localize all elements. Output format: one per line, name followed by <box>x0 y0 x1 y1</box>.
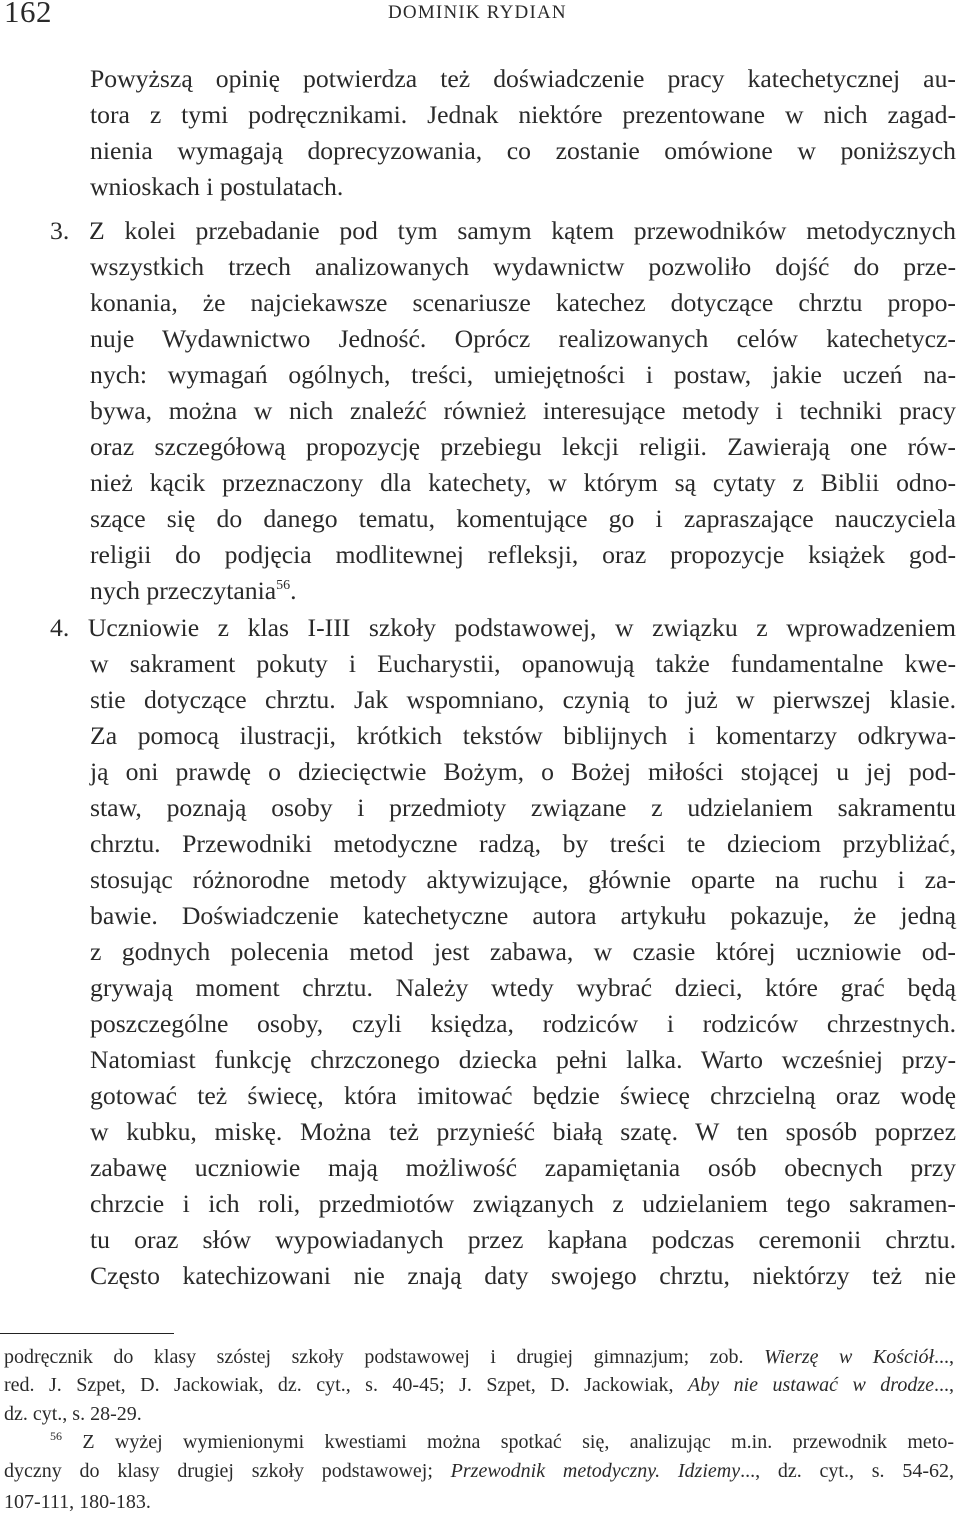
footnote-line <box>4 1343 954 1371</box>
footnote-title: Aby nie ustawać w drodze <box>688 1374 935 1396</box>
text-line: nienia wymagają doprecyzowania, co zostanie omówione w poniższych <box>90 136 956 165</box>
footnote-line <box>4 1371 954 1399</box>
running-head: DOMINIK RYDIAN <box>388 2 567 23</box>
text-line: staw, poznają osoby i przedmioty związane z udzielaniem sakramentu <box>90 793 956 822</box>
text-line: szące się do danego tematu, komentujące go i zapraszające nauczyciela <box>90 504 956 533</box>
text-fragment: nych przeczytania <box>90 576 277 605</box>
text-line: 3. Z kolei przebadanie pod tym samym kątem przewodników metodycznych <box>50 216 956 245</box>
footnote-line <box>4 1457 954 1485</box>
text-line: religii do podjęcia modlitewnej refleksji, oraz propozycje książek god- <box>90 540 956 569</box>
text-line: gotować też świecę, która imitować będzie świecę chrzcielną oraz wodę <box>90 1081 956 1110</box>
page-number: 162 <box>4 0 52 29</box>
footnote-title: Przewodnik metodyczny. Idziemy <box>450 1460 741 1482</box>
text-line: poszczególne osoby, czyli księdza, rodziców i rodziców chrzestnych. <box>90 1009 956 1038</box>
footnote-separator <box>0 1333 174 1334</box>
text-line: tu oraz słów wypowiadanych przez kapłana podczas ceremonii chrztu. <box>90 1225 956 1254</box>
footnote-text: ..., <box>934 1374 955 1396</box>
text-line: Powyższą opinię potwierdza też doświadczenie pracy katechetycznej au- <box>90 64 956 93</box>
footnote-number: 56 <box>50 1429 62 1443</box>
text-line: w kubku, miskę. Można też przynieść białą szatę. W ten sposób poprzez <box>90 1117 956 1146</box>
footnote-text: dyczny do klasy drugiej szkoły podstawowej; <box>4 1460 451 1482</box>
text-line: nuje Wydawnictwo Jedność. Oprócz realizowanych celów katechetycz- <box>90 324 956 353</box>
text-line: z godnych polecenia metod jest zabawa, w czasie której uczniowie od- <box>90 937 956 966</box>
text-line: tora z tymi podręcznikami. Jednak niektóre prezentowane w nich zagad- <box>90 100 956 129</box>
footnote-reference: 56 <box>276 578 291 593</box>
text-fragment: . <box>290 576 297 605</box>
text-line: ją oni prawdę o dziecięctwie Bożym, o Bożej miłości stojącej u jej pod- <box>90 757 956 786</box>
text-line: w sakrament pokuty i Eucharystii, opanowują także fundamentalne kwe- <box>90 649 956 678</box>
text-line: nych: wymagań ogólnych, treści, umiejętności i postaw, jakie uczeń na- <box>90 360 956 389</box>
footnote-text: podręcznik do klasy szóstej szkoły podstawowej i drugiej gimnazjum; zob. <box>4 1346 765 1368</box>
footnote-text: ..., dz. cyt., s. 54-62, <box>740 1460 954 1482</box>
text-line: chrztu. Przewodniki metodyczne radzą, by treści te dzieciom przybliżać, <box>90 829 956 858</box>
text-line: Natomiast funkcję chrzczonego dziecka pełni lalka. Warto wcześniej przy- <box>90 1045 956 1074</box>
text-line: stie dotyczące chrztu. Jak wspomniano, czynią to już w pierwszej klasie. <box>90 685 956 714</box>
footnote-title: Wierzę w Kościół <box>764 1346 935 1368</box>
footnote-line: 107-111, 180-183. <box>4 1491 151 1513</box>
text-line: Często katechizowani nie znają daty swojego chrztu, niektórzy też nie <box>90 1261 956 1290</box>
footnote-56 <box>50 1428 954 1456</box>
text-line: stosując różnorodne metody aktywizujące, głównie oparte na ruchu i za- <box>90 865 956 894</box>
text-line: 4. Uczniowie z klas I-III szkoły podstawowej, w związku z wprowadzeniem <box>50 613 956 642</box>
text-line: grywają moment chrztu. Należy wtedy wybrać dzieci, które grać będą <box>90 973 956 1002</box>
text-line: nież kącik przeznaczony dla katechety, w którym są cytaty z Biblii odno- <box>90 468 956 497</box>
text-line <box>90 573 297 609</box>
text-line: chrzcie i ich roli, przedmiotów związanych z udzielaniem tego sakramen- <box>90 1189 956 1218</box>
text-line: wszystkich trzech analizowanych wydawnictw pozwoliło dojść do prze- <box>90 252 956 281</box>
text-line: bawie. Doświadczenie katechetyczne autora artykułu pokazuje, że jedną <box>90 901 956 930</box>
footnote-line: dz. cyt., s. 28-29. <box>4 1403 142 1425</box>
text-line: bywa, można w nich znaleźć również interesujące metody i techniki pracy <box>90 396 956 425</box>
footnote-text: Z wyżej wymienionymi kwestiami można spotkać się, analizując m.in. przewodnik meto- <box>82 1431 955 1453</box>
text-line: konania, że najciekawsze scenariusze katechez dotyczące chrztu propo- <box>90 288 956 317</box>
text-line: zabawę uczniowie mają możliwość zapamiętania osób obecnych przy <box>90 1153 956 1182</box>
footnote-text: ..., <box>934 1346 955 1368</box>
text-line: oraz szczegółową propozycję przebiegu lekcji religii. Zawierają one rów- <box>90 432 956 461</box>
page-header <box>0 0 960 40</box>
text-line: Za pomocą ilustracji, krótkich tekstów biblijnych i komentarzy odkrywa- <box>90 721 956 750</box>
footnote-text: red. J. Szpet, D. Jackowiak, dz. cyt., s. 40-45; J. Szpet, D. Jackowiak, <box>4 1374 689 1396</box>
text-line: wnioskach i postulatach. <box>90 172 344 201</box>
